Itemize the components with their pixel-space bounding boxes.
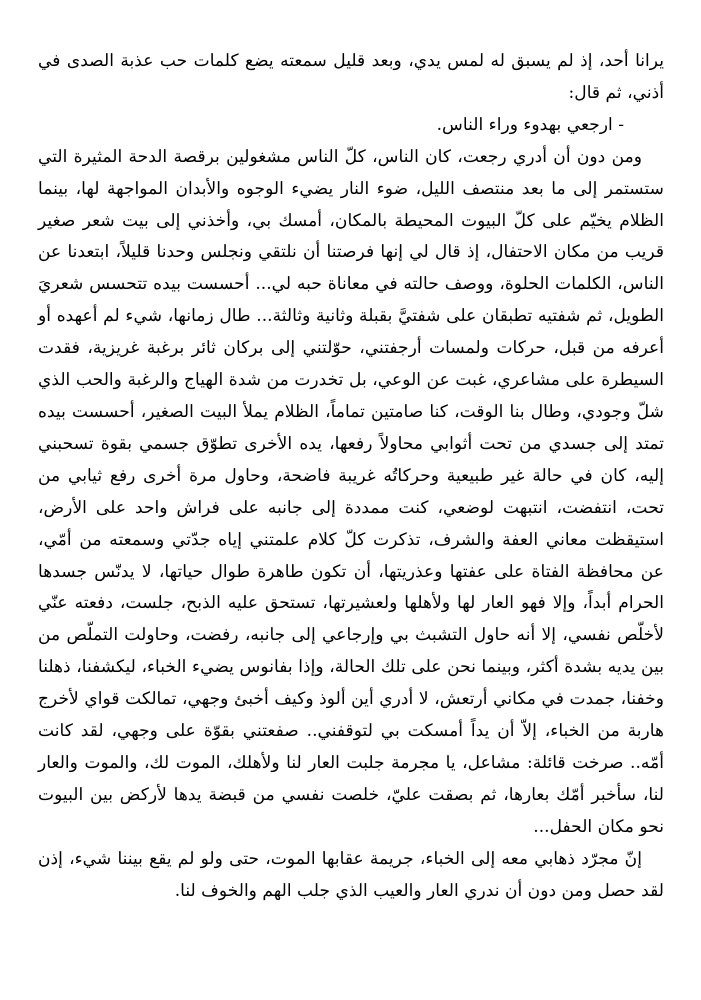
paragraph-continuation: يرانا أحد، إذ لم يسبق له لمس يدي، وبعد قليل سمعته يضع كلمات حب عذبة الصدى في أذني، ثم قال: [38,51,664,103]
paragraph-main: ومن دون أن أدري رجعت، كان الناس، كلّ الناس مشغولين برقصة الدحة المثيرة التي ستستمر إلى ما بعد منتصف الليل، ضوء النار يضيء الوجوه والأبدان المواجهة لها، بينما الظلام يخيّم على كلّ البيوت المحيطة بالمكان، أمسك بي، وأخذني إلى بيت شعر صغير قريب من مكان الاحتفال، إذ قال لي إنها فرصتنا أن نلتقي ونجلس وحدنا قليلاً، ابتعدنا عن الناس، الكلمات الحلوة، ووصف حالته في معاناة حبه لي... أحسست بيده تتحسس شعريَ الطويل، ثم شفتيه تطبقان على شفتيَّ بقبلة وثانية وثالثة... طال زمانها، شيء لم أعهده أو أعرفه من قبل، حركات ولمسات أرجفتني، حوّلتني إلى بركان ثائر برغبة غريزية، فقدت السيطرة على مشاعري، غبت عن الوعي، بل تخدرت من شدة الهياج والرغبة والحب الذي شلّ وجودي، وطال بنا الوقت، كنا صامتين تماماً، الظلام يملأ البيت الصغير، أحسست بيده تمتد إلى جسدي من تحت أثوابي محاولاً رفعها، يده الأخرى تطوّق جسمي بقوة تسحبني إليه، كان في حالة غير طبيعية وحركاتُه غريبة فاضحة، وحاول مرة أخرى رفع ثيابي من تحت، انتفضت، انتبهت لوضعي، كنت ممددة إلى جانبه على فراش واحد على الأرض، استيقظت معاني العفة والشرف، تذكرت كلّ كلام علمتني إياه جدّتي وسمعته من أمّي، عن محافظة الفتاة على عفتها وعذريتها، أن تكون طاهرة طوال حياتها، لا يدنّس جسدها الحرام أبداً، وإلا فهو العار لها ولأهلها ولعشيرتها، تستحق عليه الذبح، جلست، دفعته عنّي لأخلّص نفسي، إلا أنه حاول التشبث بي وإرجاعي إلى جانبه، رفضت، وحاولت التملّص من بين يديه بشدة أكثر، وبينما نحن على تلك الحالة، وإذا بفانوس يضيء الخباء، ليكشفنا، ذهلنا وخفنا، جمدت في مكاني أرتعش، لا أدري أين ألوذ وكيف أخبئ وجهي، تمالكت قواي لأخرج هاربة من الخباء، إلاّ أن يداً أمسكت بي لتوقفني.. صفعتني بقوّة على وجهي، لقد كانت أمّه.. صرخت قائلة: مشاعل، يا مجرمة جلبت العار لنا ولأهلك، الموت لك، والموت والعار لنا، سأخبر أمّك بعارها، ثم بصقت عليّ، خلصت نفسي من قبضة يدها لأركض بين البيوت نحو مكان الحفل... [38,146,664,837]
document-page [38,46,664,907]
paragraph-dialogue: - ارجعي بهدوء وراء الناس. [436,114,624,135]
paragraph-closing: إنّ مجرّد ذهابي معه إلى الخباء، جريمة عقابها الموت، حتى ولو لم يقع بيننا شيء، إذن لقد حصل ومن دون أن ندري العار والعيب الذي جلب الهم والخوف لنا. [38,848,664,901]
